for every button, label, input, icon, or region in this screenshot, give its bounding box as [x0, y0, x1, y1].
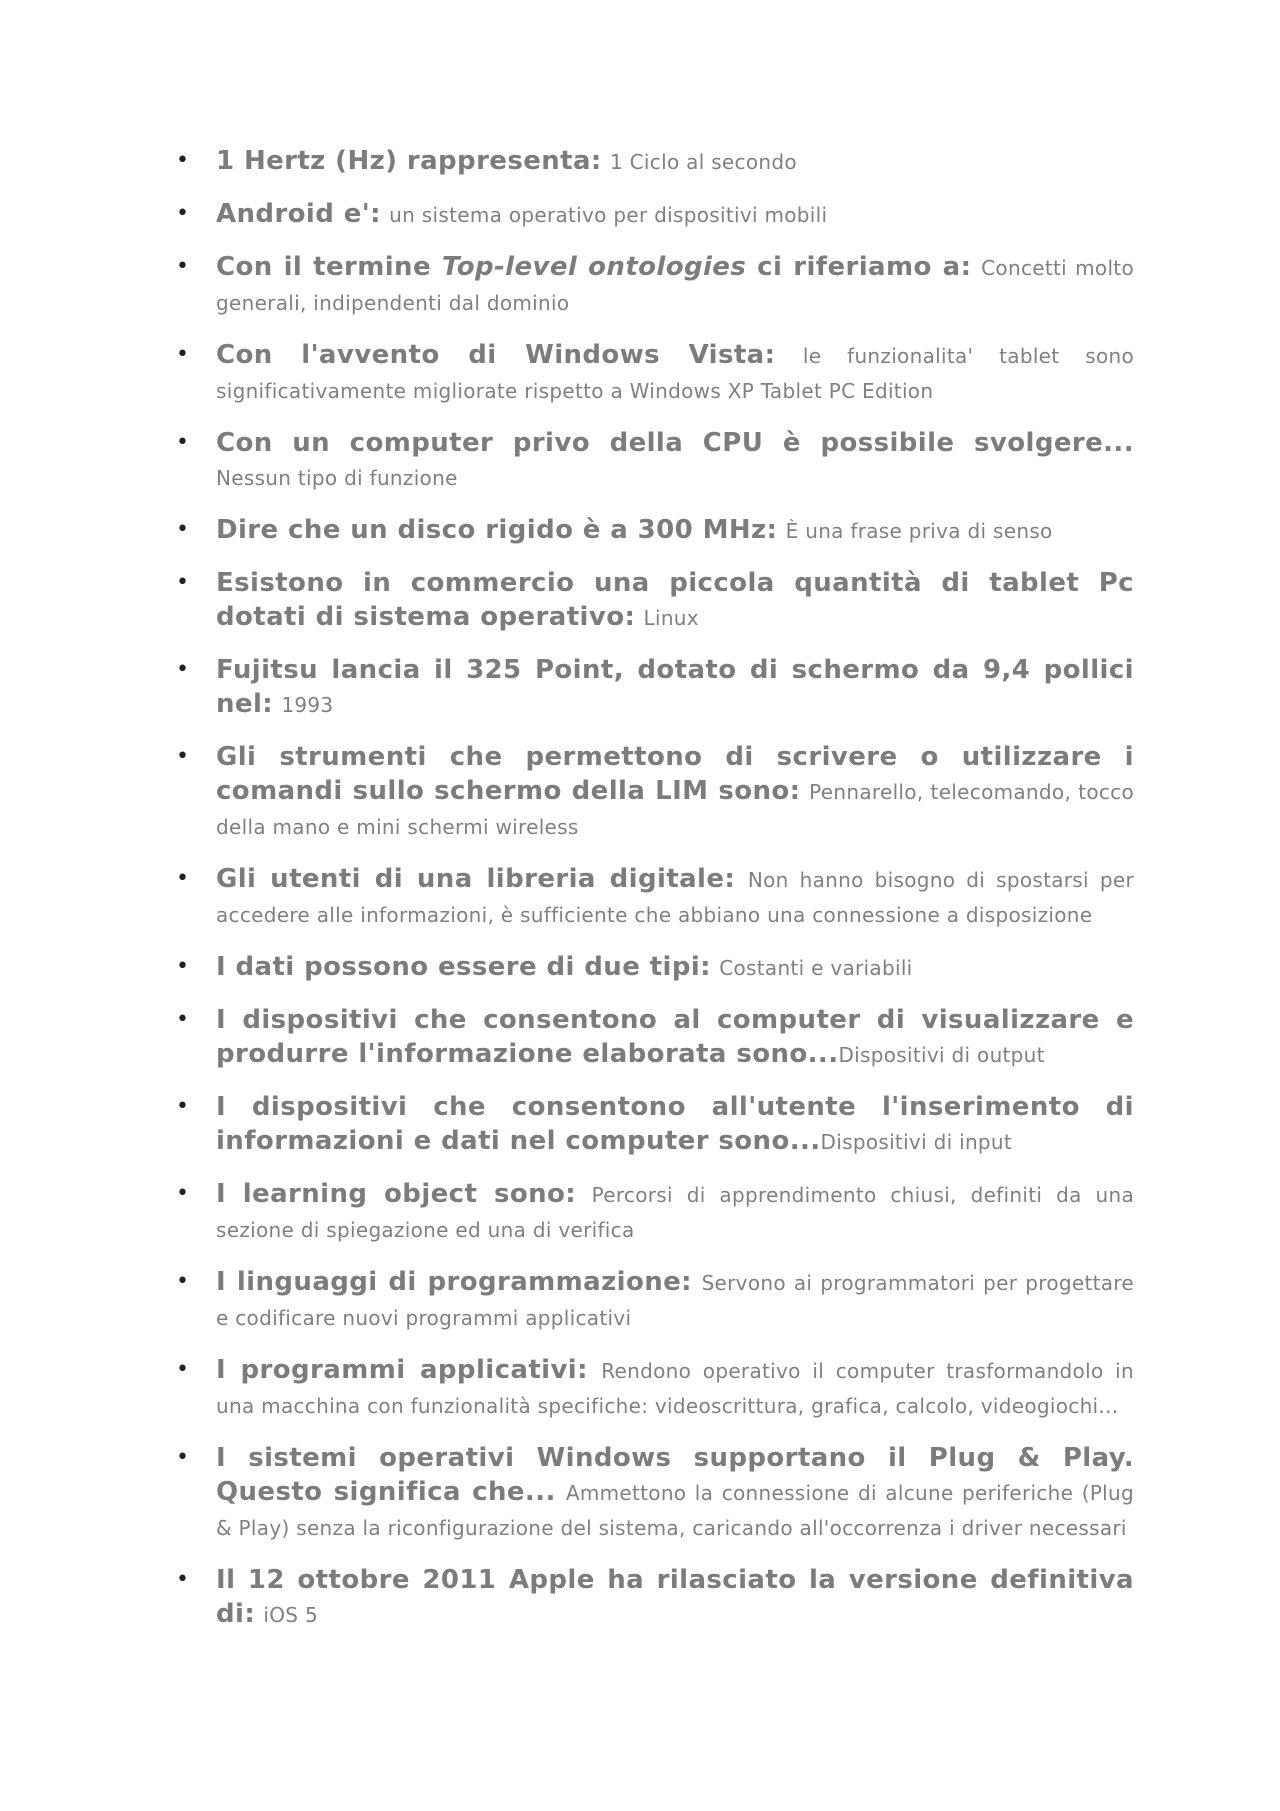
question-text-start: Con il termine — [216, 252, 431, 282]
list-item — [176, 950, 1134, 985]
list-item — [176, 1177, 1134, 1247]
list-item — [176, 1353, 1134, 1423]
question-text: Dire che un disco rigido è a 300 MHz: — [216, 515, 778, 545]
list-item — [176, 653, 1134, 722]
list-item — [176, 740, 1134, 844]
question-text: I sistemi operativi Windows supportano il Plug & Play. Questo significa che... — [216, 1443, 1134, 1507]
question-text: I programmi applicativi: — [216, 1355, 588, 1385]
question-text: I dispositivi che consentono al computer di visualizzare e produrre l'informazione elaborata sono... — [216, 1005, 1134, 1069]
question-text: I linguaggi di programmazione: — [216, 1267, 692, 1297]
question-text: Gli strumenti che permettono di scrivere o utilizzare i comandi sullo schermo della LIM sono: — [216, 742, 1134, 806]
list-item — [176, 1003, 1134, 1072]
answer-text: Rendono operativo il computer trasformandolo in una macchina con funzionalità specifiche: videoscrittura, grafica, calcolo, videogiochi... — [216, 1359, 1134, 1418]
list-item — [176, 426, 1134, 495]
question-text: Android e': — [216, 199, 381, 229]
list-item — [176, 1265, 1134, 1335]
bullet-icon: • — [176, 744, 189, 769]
question-emphasis: Top-level ontologies — [441, 252, 747, 282]
answer-text: Concetti molto generali, indipendenti dal dominio — [216, 256, 1134, 315]
qa-list — [176, 144, 1134, 1650]
answer-text: un sistema operativo per dispositivi mobili — [389, 203, 828, 227]
bullet-icon: • — [176, 342, 189, 367]
list-item — [176, 1563, 1134, 1632]
list-item — [176, 1441, 1134, 1545]
list-item — [176, 1090, 1134, 1159]
answer-text: È una frase priva di senso — [785, 519, 1053, 543]
answer-text: Nessun tipo di funzione — [216, 466, 458, 490]
answer-text: Dispositivi di input — [820, 1130, 1013, 1154]
bullet-icon: • — [176, 657, 189, 682]
bullet-icon: • — [176, 1181, 189, 1206]
bullet-icon: • — [176, 148, 189, 173]
bullet-icon: • — [176, 1357, 189, 1382]
answer-text: le funzionalita' tablet sono significativamente migliorate rispetto a Windows XP Tablet PC Edition — [216, 344, 1135, 403]
answer-text: Percorsi di apprendimento chiusi, definiti da una sezione di spiegazione ed una di verifica — [216, 1183, 1135, 1242]
question-text: I dati possono essere di due tipi: — [216, 952, 711, 982]
list-item — [176, 144, 1134, 179]
bullet-icon: • — [176, 570, 189, 595]
bullet-icon: • — [176, 1094, 189, 1119]
bullet-icon: • — [176, 1269, 189, 1294]
question-text: I learning object sono: — [216, 1179, 577, 1209]
answer-text: 1 Ciclo al secondo — [609, 150, 797, 174]
question-text: Con l'avvento di Windows Vista: — [216, 340, 776, 370]
answer-text: Dispositivi di output — [838, 1043, 1045, 1067]
question-text-end: ci riferiamo a: — [757, 252, 972, 282]
answer-text: iOS 5 — [263, 1603, 318, 1627]
question-text: Esistono in commercio una piccola quantità di tablet Pc dotati di sistema operativo: — [216, 568, 1134, 632]
answer-text: Servono ai programmatori per progettare e codificare nuovi programmi applicativi — [216, 1271, 1134, 1330]
question-text: I dispositivi che consentono all'utente l'inserimento di informazioni e dati nel computer sono... — [216, 1092, 1134, 1156]
list-item — [176, 862, 1134, 932]
bullet-icon: • — [176, 430, 189, 455]
bullet-icon: • — [176, 866, 189, 891]
bullet-icon: • — [176, 1445, 189, 1470]
answer-text: Pennarello, telecomando, tocco della mano e mini schermi wireless — [216, 780, 1134, 839]
list-item — [176, 566, 1134, 635]
bullet-icon: • — [176, 254, 189, 279]
answer-text: Linux — [643, 606, 699, 630]
answer-text: Costanti e variabili — [719, 956, 913, 980]
list-item — [176, 250, 1134, 320]
bullet-icon: • — [176, 954, 189, 979]
answer-text: Non hanno bisogno di spostarsi per accedere alle informazioni, è sufficiente che abbiano una connessione a disposizione — [216, 868, 1134, 927]
answer-text: 1993 — [281, 693, 334, 717]
question-text: Gli utenti di una libreria digitale: — [216, 864, 736, 894]
list-item — [176, 513, 1134, 548]
list-item — [176, 197, 1134, 232]
bullet-icon: • — [176, 201, 189, 226]
answer-text: Ammettono la connessione di alcune periferiche (Plug & Play) senza la riconfigurazione del sistema, caricando all'occorrenza i driver necessari — [216, 1481, 1135, 1540]
question-text: 1 Hertz (Hz) rappresenta: — [216, 146, 602, 176]
list-item — [176, 338, 1134, 408]
bullet-icon: • — [176, 1567, 189, 1592]
question-text: Con un computer privo della CPU è possibile svolgere... — [216, 428, 1134, 458]
question-text — [216, 252, 971, 282]
bullet-icon: • — [176, 517, 189, 542]
question-text: Il 12 ottobre 2011 Apple ha rilasciato la versione definitiva di: — [216, 1565, 1134, 1629]
bullet-icon: • — [176, 1007, 189, 1032]
question-text: Fujitsu lancia il 325 Point, dotato di schermo da 9,4 pollici nel: — [216, 655, 1134, 719]
